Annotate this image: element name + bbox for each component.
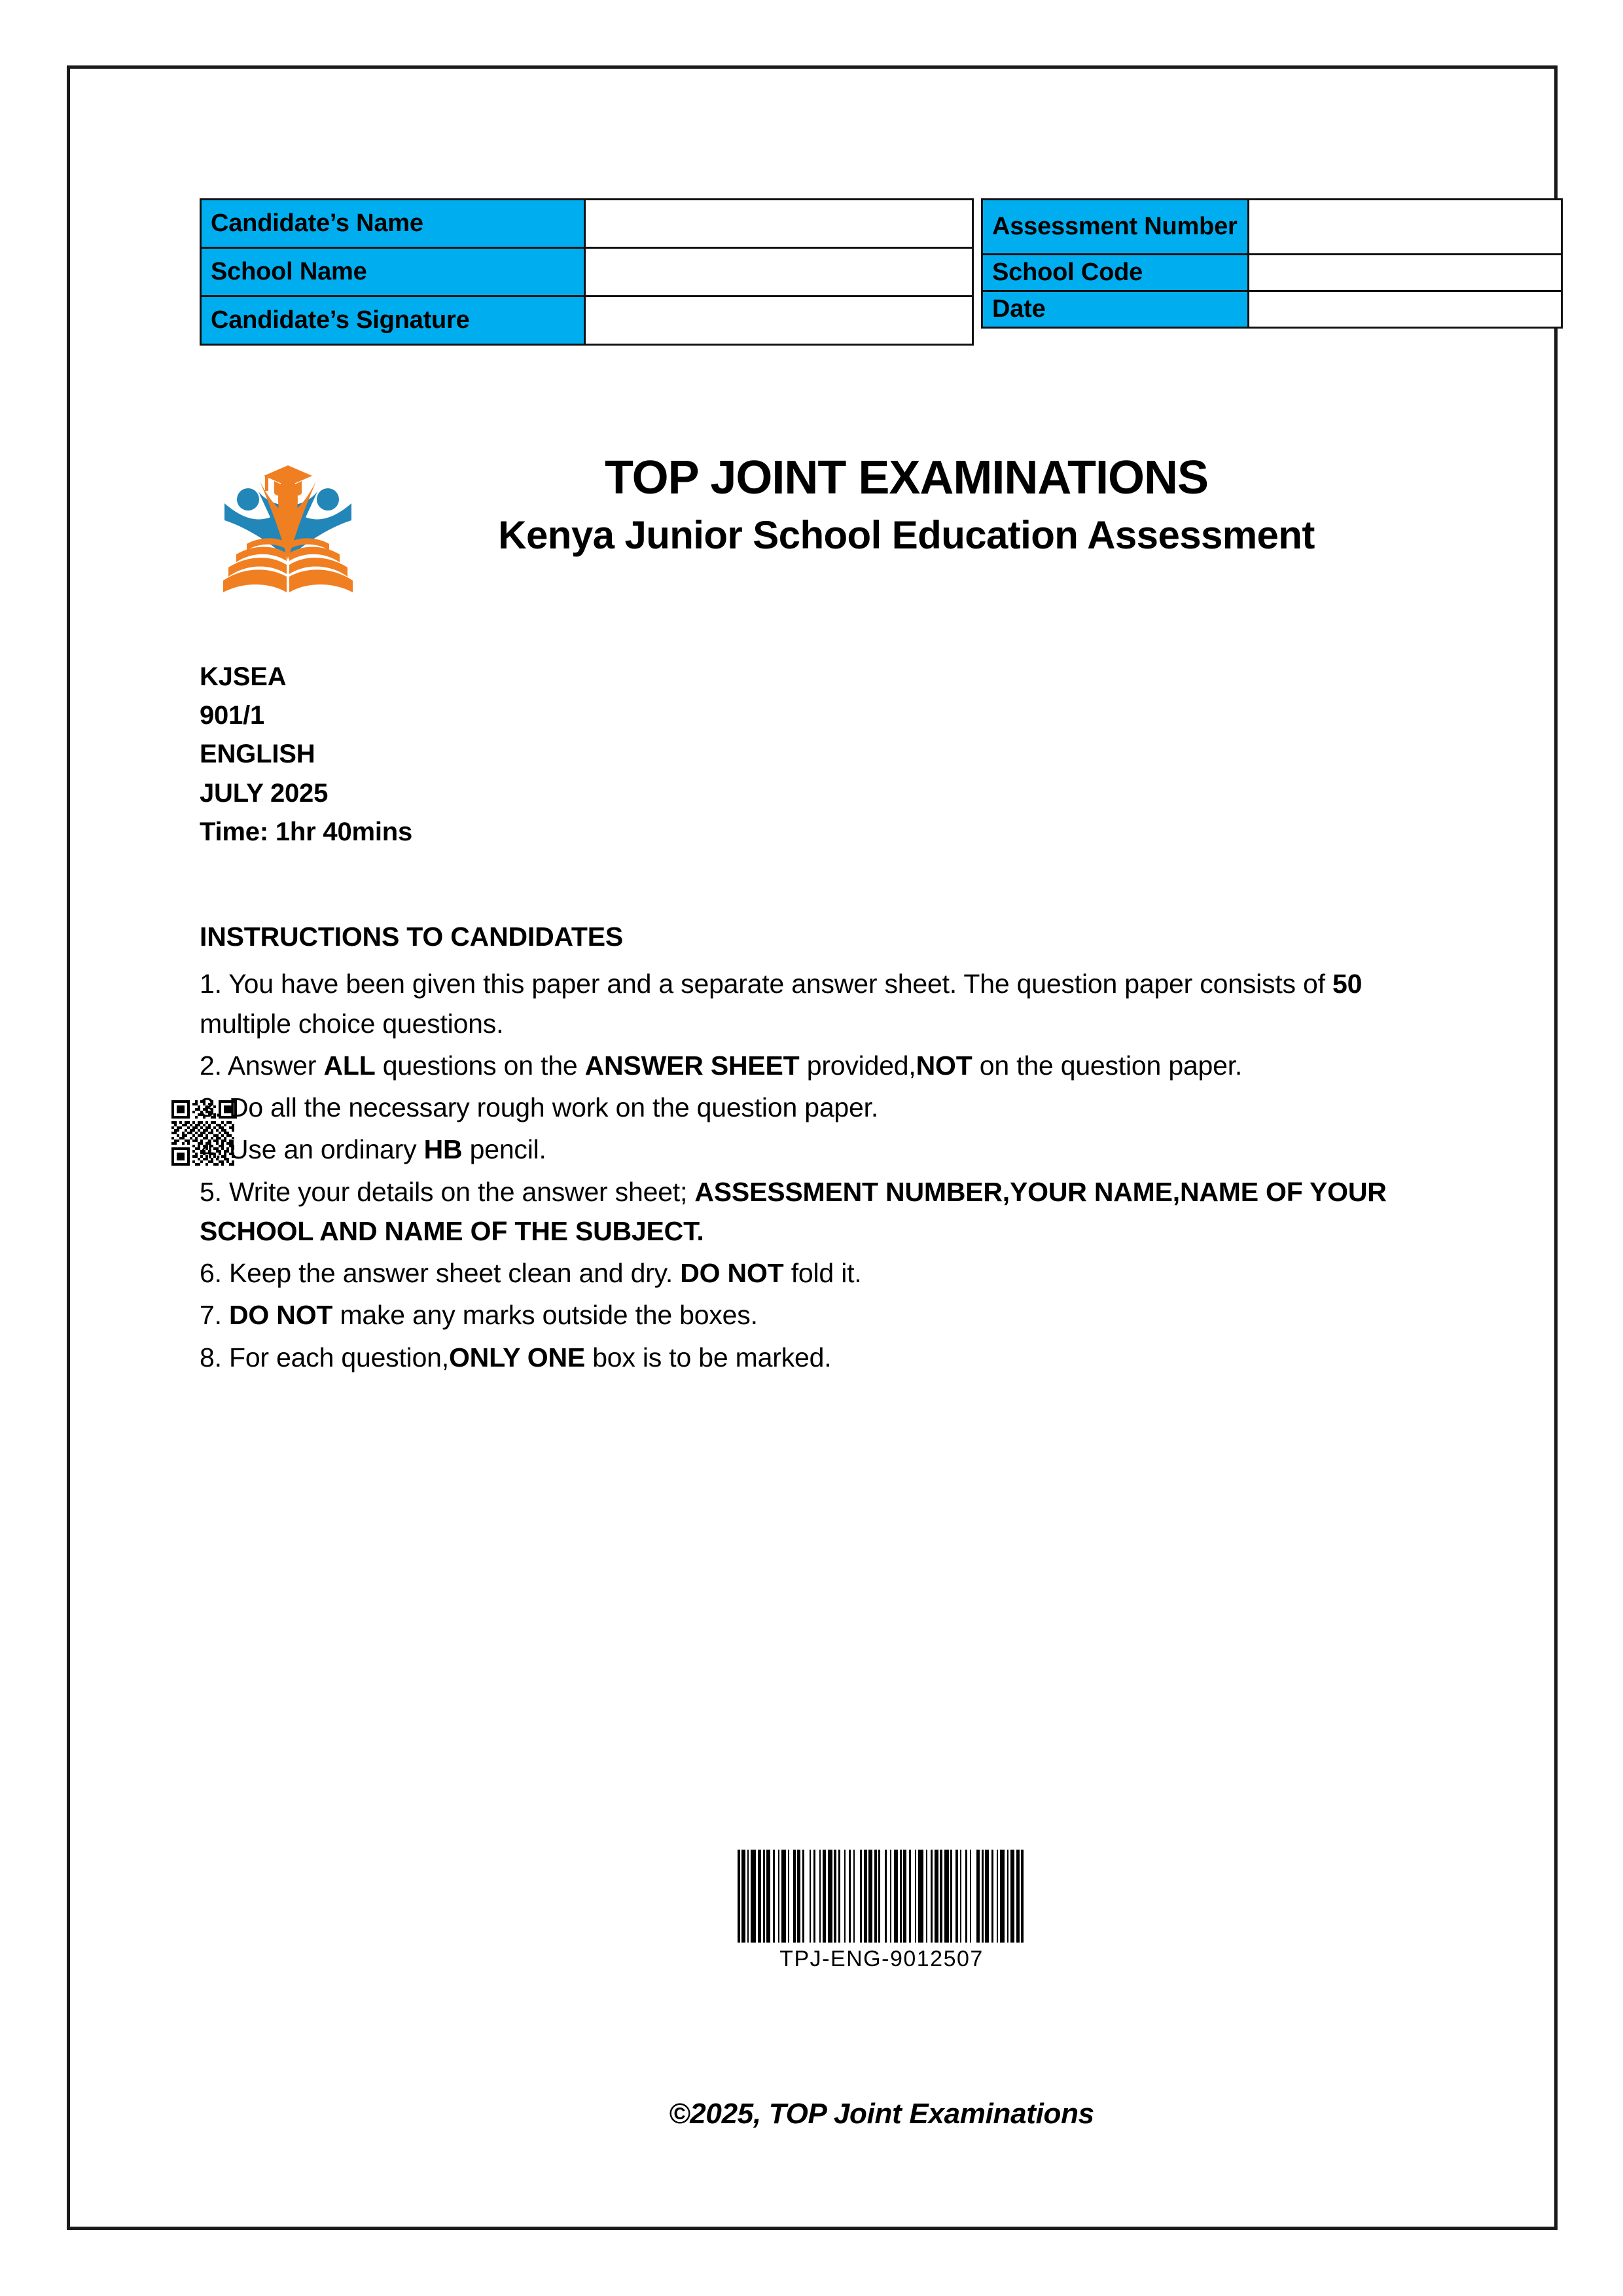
barcode: [70, 1844, 1623, 1972]
paper-meta-block: [200, 658, 412, 852]
school-code-label: School Code: [982, 255, 1249, 291]
table-row: [201, 296, 973, 345]
exam-body-title: TOP JOINT EXAMINATIONS: [604, 452, 1209, 504]
brand-text-block: [370, 454, 1443, 557]
table-row: [982, 200, 1562, 255]
graduation-book-logo-icon: [219, 452, 357, 595]
table-row: [982, 255, 1562, 291]
instruction-item: 2. Answer ALL questions on the ANSWER SHEET provided,NOT on the question paper.: [200, 1050, 1243, 1081]
meta-paper-number: 901/1: [200, 701, 265, 730]
assessment-number-field[interactable]: [1249, 200, 1562, 255]
instruction-item: 4. Use an ordinary HB pencil.: [200, 1134, 546, 1165]
instruction-item: 1. You have been given this paper and a separate answer sheet. The question paper consists of 50 multiple choice questions.: [200, 969, 1363, 1039]
meta-exam-code: KJSEA: [200, 662, 287, 691]
meta-duration: Time: 1hr 40mins: [200, 817, 413, 846]
table-row: [201, 200, 973, 248]
candidate-signature-label: Candidate’s Signature: [201, 296, 585, 345]
instruction-item: 8. For each question,ONLY ONE box is to be marked.: [200, 1342, 832, 1372]
barcode-bars: [738, 1850, 1026, 1943]
assessment-number-label: Assessment Number: [982, 200, 1249, 255]
date-label: Date: [982, 291, 1249, 328]
instructions-list: [200, 964, 1456, 1377]
instruction-item: 6. Keep the answer sheet clean and dry. DO NOT fold it.: [200, 1258, 862, 1289]
instructions-block: [200, 917, 1456, 1380]
table-row: [201, 248, 973, 296]
barcode-label: TPJ-ENG-9012507: [779, 1946, 984, 1971]
candidate-name-label: Candidate’s Name: [201, 200, 585, 248]
school-name-field[interactable]: [585, 248, 973, 296]
school-code-field[interactable]: [1249, 255, 1562, 291]
meta-session: JULY 2025: [200, 778, 329, 808]
copyright-footer: ©2025, TOP Joint Examinations: [669, 2098, 1094, 2130]
exam-body-subtitle: Kenya Junior School Education Assessment: [498, 512, 1315, 557]
instruction-item: 7. DO NOT make any marks outside the boxes.: [200, 1300, 758, 1331]
meta-subject: ENGLISH: [200, 740, 315, 769]
instruction-item: 3. Do all the necessary rough work on the question paper.: [200, 1092, 879, 1123]
candidate-details-table: [200, 198, 974, 346]
candidate-name-field[interactable]: [585, 200, 973, 248]
date-field[interactable]: [1249, 291, 1562, 328]
instructions-heading: INSTRUCTIONS TO CANDIDATES: [200, 922, 624, 952]
instruction-item: 5. Write your details on the answer sheet; ASSESSMENT NUMBER,YOUR NAME,NAME OF YOUR SCHOOL AND NAME OF THE SUBJECT.: [200, 1176, 1387, 1246]
school-name-label: School Name: [201, 248, 585, 296]
assessment-details-table: [981, 198, 1563, 329]
candidate-signature-field[interactable]: [585, 296, 973, 345]
brand-header: [88, 447, 1541, 598]
page-frame: [67, 65, 1558, 2230]
table-row: [982, 291, 1562, 328]
